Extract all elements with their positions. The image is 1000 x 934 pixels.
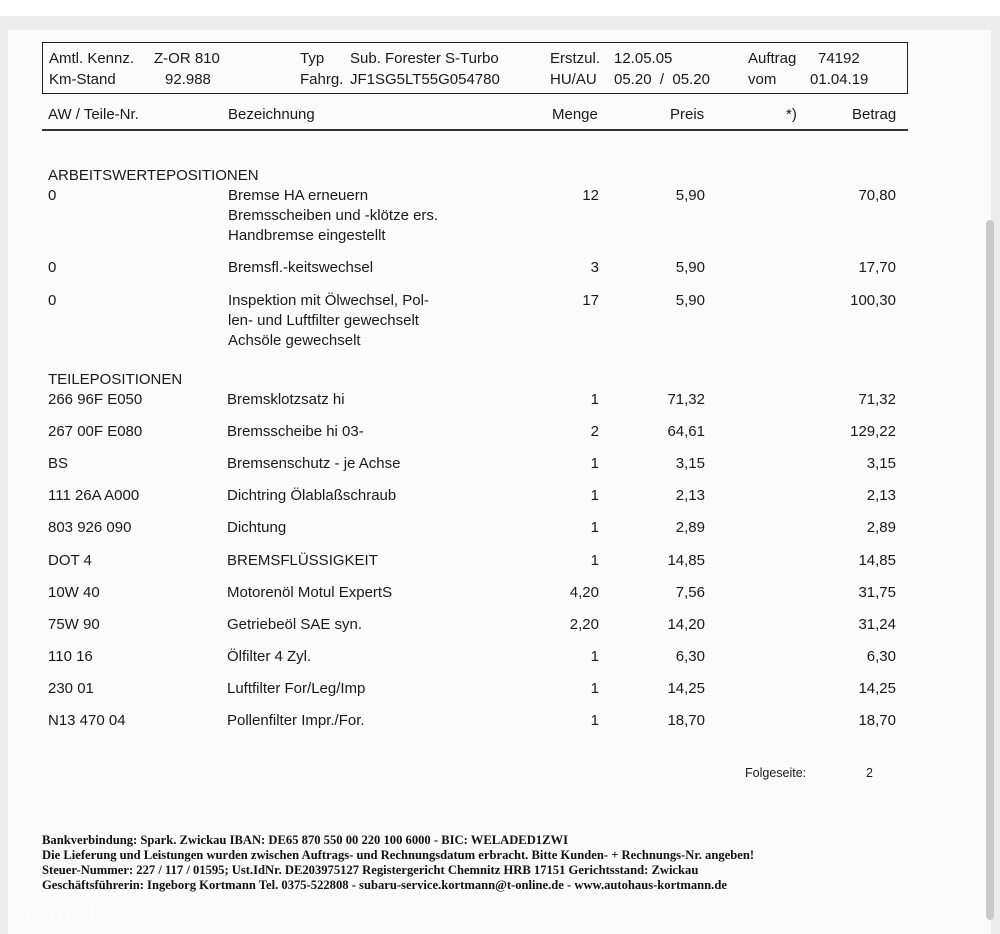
header-rule [42,129,908,131]
item-amount: 100,30 [850,292,896,309]
part-number: BS [48,455,69,472]
item-amount: 31,24 [858,616,896,633]
description-line: Inspektion mit Ölwechsel, Pol- [228,292,429,309]
item-quantity: 1 [590,487,599,504]
item-amount: 71,32 [858,391,896,408]
item-quantity: 1 [590,680,599,697]
item-price: 71,32 [667,391,705,408]
part-number: 0 [48,187,57,204]
item-amount: 17,70 [858,259,896,276]
part-number: N13 470 04 [48,712,126,729]
col-note: *) [786,106,797,123]
item-quantity: 1 [590,519,599,536]
item-price: 5,90 [675,259,705,276]
item-quantity: 4,20 [569,584,599,601]
col-description: Bezeichnung [228,106,315,123]
section-parts: TEILEPOSITIONEN [48,371,183,388]
part-number: 803 926 090 [48,519,132,536]
item-quantity: 1 [590,648,599,665]
scrollbar[interactable] [986,220,994,920]
item-quantity: 1 [590,552,599,569]
typ-label: Typ [300,50,325,67]
item-price: 64,61 [667,423,705,440]
col-amount: Betrag [852,106,897,123]
item-description: Luftfilter For/Leg/Imp [227,680,366,697]
col-price: Preis [670,106,705,123]
item-description: Bremsscheibe hi 03- [227,423,364,440]
km-label: Km-Stand [49,71,116,88]
col-quantity: Menge [552,106,598,123]
item-amount: 2,13 [866,487,896,504]
kennz-label: Amtl. Kennz. [49,50,135,67]
item-amount: 3,15 [866,455,896,472]
description-line: Achsöle gewechselt [228,332,361,349]
item-price: 2,13 [675,487,705,504]
footer-tax-line: Steuer-Nummer: 227 / 117 / 01595; Ust.IdNr. DE203975127 Registergericht Chemnitz HRB 17151 Gerichtsstand: Zwickau [42,863,699,877]
part-number: 230 01 [48,680,94,697]
auftrag-value: 74192 [818,50,860,67]
item-amount: 129,22 [850,423,896,440]
erstzul-label: Erstzul. [550,50,601,67]
fahrg-label: Fahrg. [300,71,344,88]
col-part-no: AW / Teile-Nr. [48,106,139,123]
part-number: 266 96F E050 [48,391,143,408]
part-number: 267 00F E080 [48,423,143,440]
item-price: 2,89 [675,519,705,536]
item-quantity: 1 [590,391,599,408]
item-price: 14,20 [667,616,705,633]
item-price: 5,90 [675,292,705,309]
item-quantity: 1 [590,455,599,472]
item-amount: 6,30 [866,648,896,665]
followup-value: 2 [866,766,873,780]
item-quantity: 3 [590,259,599,276]
footer-contact-line: Geschäftsführerin: Ingeborg Kortmann Tel. 0375-522808 - subaru-service.kortmann@t-online.de - www.autohaus-kortmann.de [42,878,727,892]
item-quantity: 1 [590,712,599,729]
item-description: Motorenöl Motul ExpertS [227,584,393,601]
followup-label: Folgeseite: [745,766,807,780]
erstzul-value: 12.05.05 [614,50,673,67]
description-line: Bremse HA erneuern [228,187,369,204]
item-description: BREMSFLÜSSIGKEIT [227,552,378,569]
item-description [228,186,438,246]
description-line: Bremsscheiben und -klötze ers. [228,207,439,224]
part-number: 75W 90 [48,616,100,633]
description-line: Bremsfl.-keitswechsel [228,259,374,276]
footer-delivery-line: Die Lieferung und Leistungen wurden zwischen Auftrags- und Rechnungsdatum erbracht. Bitte Kunden- + Rechnungs-Nr. angeben! [42,848,755,862]
item-price: 5,90 [675,187,705,204]
part-number: 111 26A A000 [48,487,140,504]
section-labor: ARBEITSWERTEPOSITIONEN [48,167,259,184]
vom-label: vom [748,71,777,88]
item-price: 14,85 [667,552,705,569]
item-quantity: 12 [582,187,599,204]
item-quantity: 2 [590,423,599,440]
huau-label: HU/AU [550,71,597,88]
item-amount: 14,25 [858,680,896,697]
invoice-footer [42,833,942,893]
typ-value: Sub. Forester S-Turbo [350,50,499,67]
vom-value: 01.04.19 [810,71,869,88]
item-description [228,291,429,351]
part-number: 110 16 [48,648,93,665]
item-price: 3,15 [675,455,705,472]
part-number: 10W 40 [48,584,100,601]
item-price: 6,30 [675,648,705,665]
item-price: 14,25 [667,680,705,697]
item-description: Bremsklotzsatz hi [227,391,345,408]
kennz-value: Z-OR 810 [154,50,220,67]
invoice-page [8,30,991,934]
fahrg-value: JF1SG5LT55G054780 [350,71,500,88]
auftrag-label: Auftrag [748,50,797,67]
item-quantity: 2,20 [569,616,599,633]
part-number: DOT 4 [48,552,92,569]
top-bar [0,0,1000,16]
item-description: Bremsenschutz - je Achse [227,455,401,472]
item-amount: 14,85 [858,552,896,569]
item-description [228,258,373,278]
top-gap [0,16,1000,30]
huau-value: 05.20 / 05.20 [614,71,710,88]
item-amount: 18,70 [858,712,896,729]
item-amount: 70,80 [858,187,896,204]
km-value: 92.988 [165,71,211,88]
item-price: 7,56 [675,584,705,601]
item-description: Dichtring Ölablaßschraub [227,487,397,504]
item-description: Ölfilter 4 Zyl. [227,648,312,665]
item-description: Dichtung [227,519,287,536]
item-description: Getriebeöl SAE syn. [227,616,363,633]
part-number: 0 [48,259,57,276]
item-amount: 31,75 [858,584,896,601]
item-quantity: 17 [582,292,599,309]
footer-bank-line: Bankverbindung: Spark. Zwickau IBAN: DE65 870 550 00 220 100 6000 - BIC: WELADED1ZWI [42,833,568,847]
watermark-logo: otomoto [10,896,111,926]
item-price: 18,70 [667,712,705,729]
description-line: len- und Luftfilter gewechselt [228,312,419,329]
description-line: Handbremse eingestellt [228,227,386,244]
part-number: 0 [48,292,57,309]
item-description: Pollenfilter Impr./For. [227,712,365,729]
item-amount: 2,89 [866,519,896,536]
